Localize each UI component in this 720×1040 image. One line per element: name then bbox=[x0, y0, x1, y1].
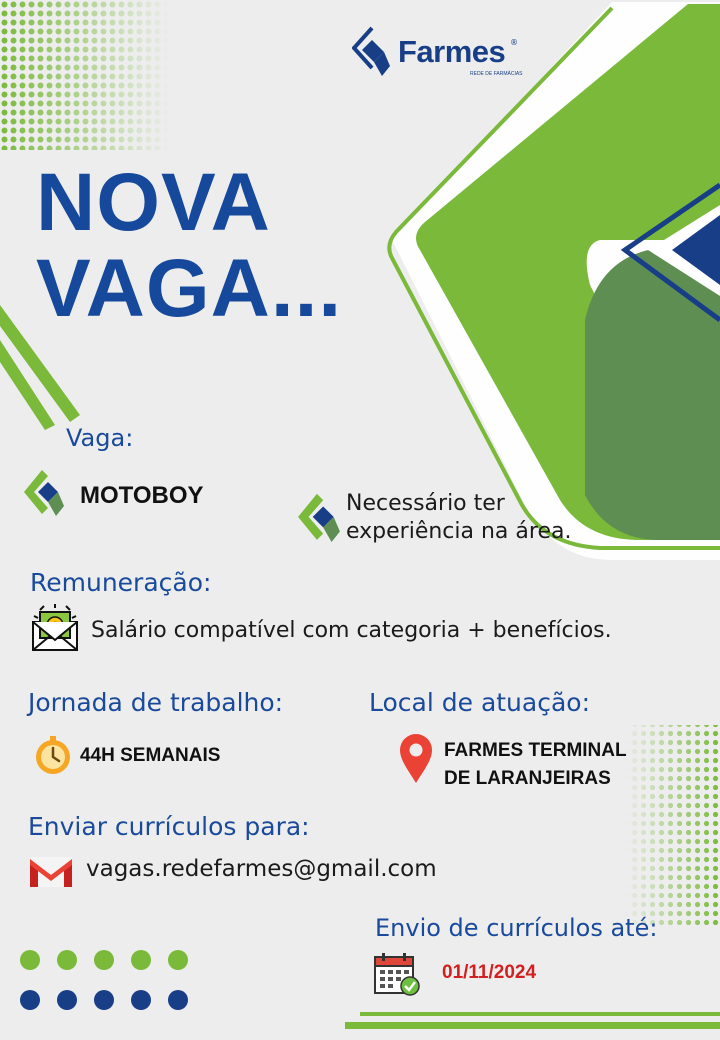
stopwatch-icon bbox=[33, 736, 73, 776]
remuneracao-value: Salário compatível com categoria + benefícios. bbox=[91, 618, 612, 643]
diamond-bullet-icon bbox=[296, 490, 342, 548]
local-label: Local de atuação: bbox=[369, 688, 591, 717]
curriculos-label: Enviar currículos para: bbox=[28, 812, 310, 841]
brand-logo bbox=[352, 26, 522, 78]
gmail-icon bbox=[28, 853, 74, 889]
bottom-line-2 bbox=[345, 1022, 720, 1029]
diamond-bullet-icon bbox=[22, 468, 66, 520]
vaga-label: Vaga: bbox=[66, 424, 134, 452]
local-value bbox=[444, 737, 627, 793]
prazo-label: Envio de currículos até: bbox=[375, 914, 658, 942]
prazo-date: 01/11/2024 bbox=[442, 962, 537, 983]
headline bbox=[36, 157, 343, 334]
dark-green-shape bbox=[585, 248, 720, 540]
bottom-line-1 bbox=[360, 1012, 720, 1016]
local-line-1: FARMES TERMINAL bbox=[444, 740, 627, 761]
headline-line-1: NOVA bbox=[36, 157, 271, 248]
calendar-check-icon bbox=[373, 951, 421, 997]
jornada-label: Jornada de trabalho: bbox=[28, 688, 284, 717]
dot-row-navy bbox=[20, 990, 188, 1010]
jornada-value: 44H SEMANAIS bbox=[80, 745, 221, 766]
requirement-line-1: Necessário ter bbox=[346, 491, 505, 516]
brand-name: Farmes bbox=[398, 34, 506, 69]
requirement-line-2: experiência na área. bbox=[346, 519, 572, 544]
farmes-logo-icon bbox=[352, 26, 398, 78]
brand-tagline: REDE DE FARMÁCIAS bbox=[470, 71, 523, 77]
dot-row-green bbox=[20, 950, 188, 970]
curriculos-email[interactable]: vagas.redefarmes@gmail.com bbox=[86, 856, 437, 882]
headline-line-2: VAGA... bbox=[36, 243, 343, 334]
location-pin-icon bbox=[398, 732, 434, 784]
vaga-value: MOTOBOY bbox=[80, 482, 204, 509]
remuneracao-label: Remuneração: bbox=[30, 568, 212, 597]
requirement-text bbox=[346, 490, 571, 546]
registered-mark: ® bbox=[510, 38, 518, 47]
halftone-dots-right bbox=[625, 725, 720, 925]
local-line-2: DE LARANJEIRAS bbox=[444, 768, 611, 789]
money-envelope-icon bbox=[30, 604, 80, 652]
halftone-dots-top-left bbox=[0, 0, 170, 150]
